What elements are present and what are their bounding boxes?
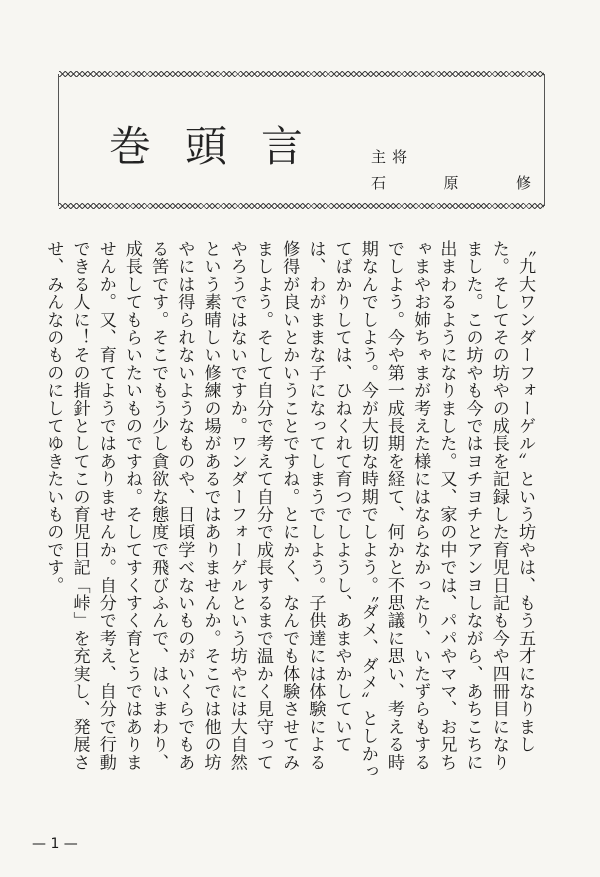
author-name	[371, 172, 531, 193]
body-text	[43, 240, 538, 785]
decorative-border-bottom	[59, 203, 544, 209]
page-title: 巻頭言	[109, 122, 338, 171]
author-name-part: 修	[515, 174, 531, 192]
decorative-border-top	[59, 71, 544, 77]
author-role: 主将	[371, 148, 414, 166]
header-box	[58, 74, 545, 206]
author-name-part: 原	[443, 174, 459, 192]
page-number: — 1 —	[32, 836, 78, 852]
author-name-part: 石	[371, 174, 387, 192]
body-paragraph: 〝九大ワンダーフォーゲル〟という坊やは、もう五才になりました。そしてその坊やの成長を記録した育児日記も今や四冊目になりました。この坊やも今ではヨチヨチとアンヨしながら、あちこちに出まわるようになりました。又、家の中では、パパやママ、お兄ちゃまやお姉ちゃまが考えた様にはならなかったり、いたずらもするでしよう。今や第一成長期を経て、何かと不思議に思い、考える時期なんでしよう。今が大切な時期でしよう。〝ダメ、ダメ〟としかってばかりしては、ひねくれて育つでしようし、あまやかしていては、わがままな子になってしまうでしよう。子供達には体験による修得が良いとかいうことですね。とにかく、なんでも体験させてみましよう。そして自分で考えて自分で成長するまで温かく見守ってやろうではないですか。ワンダーフォーゲルという坊やには大自然という素晴しい修練の場があるではありませんか。そこでは他の坊やには得られないようなものや、日頃学べないものがいくらでもある筈です。そこでもう少し貪欲な態度で飛びふんで、はいまわり、成長してもらいたいものですね。そしてすくすく育とうではありませんか。又、育てようではありませんか。自分で考え、自分で行動できる人に！その指針としてこの育児日記「峠」を充実し、発展させ、みんなのものにしてゆきたいものです。	[43, 240, 535, 781]
